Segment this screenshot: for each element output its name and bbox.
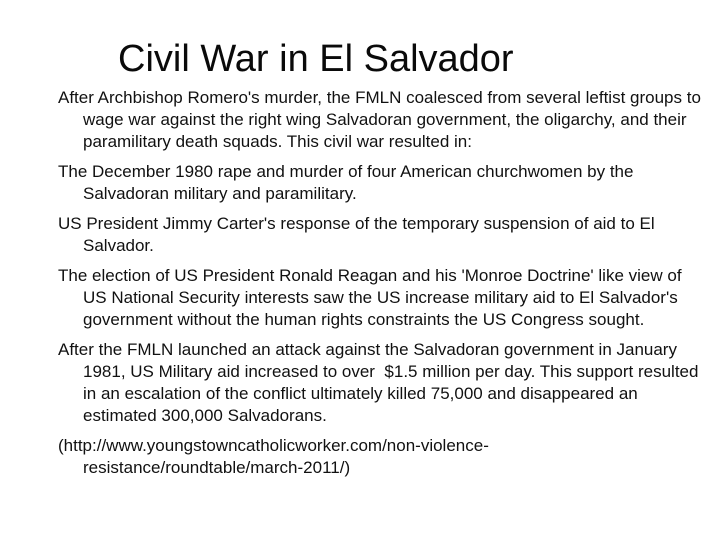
slide-paragraph-intro: After Archbishop Romero's murder, the FMLN coalesced from several leftist groups to wage war against the right wing Salvadoran government, the oligarchy, and their paramilitary death squads. This civil war resulted in:: [58, 88, 706, 151]
slide-title: Civil War in El Salvador: [118, 38, 514, 80]
slide-paragraph-reagan: The election of US President Ronald Reagan and his 'Monroe Doctrine' like view of US National Security interests saw the US increase military aid to El Salvador's government without the human rights constraints the US Congress sought.: [58, 266, 687, 329]
slide-body: [58, 87, 706, 487]
slide-paragraph-churchwomen: The December 1980 rape and murder of four American churchwomen by the Salvadoran military and paramilitary.: [58, 162, 639, 203]
slide-paragraph-fmln-attack: After the FMLN launched an attack against the Salvadoran government in January 1981, US Military aid increased to over $1.5 million per day. This support resulted in an escalation of the conflict ultimately killed 75,000 and disappeared an estimated 300,000 Salvadorans.: [58, 340, 704, 425]
source-citation-url: (http://www.youngstowncatholicworker.com/non-violence-resistance/roundtable/march-2011/): [58, 436, 489, 477]
slide-paragraph-carter: US President Jimmy Carter's response of the temporary suspension of aid to El Salvador.: [58, 214, 660, 255]
